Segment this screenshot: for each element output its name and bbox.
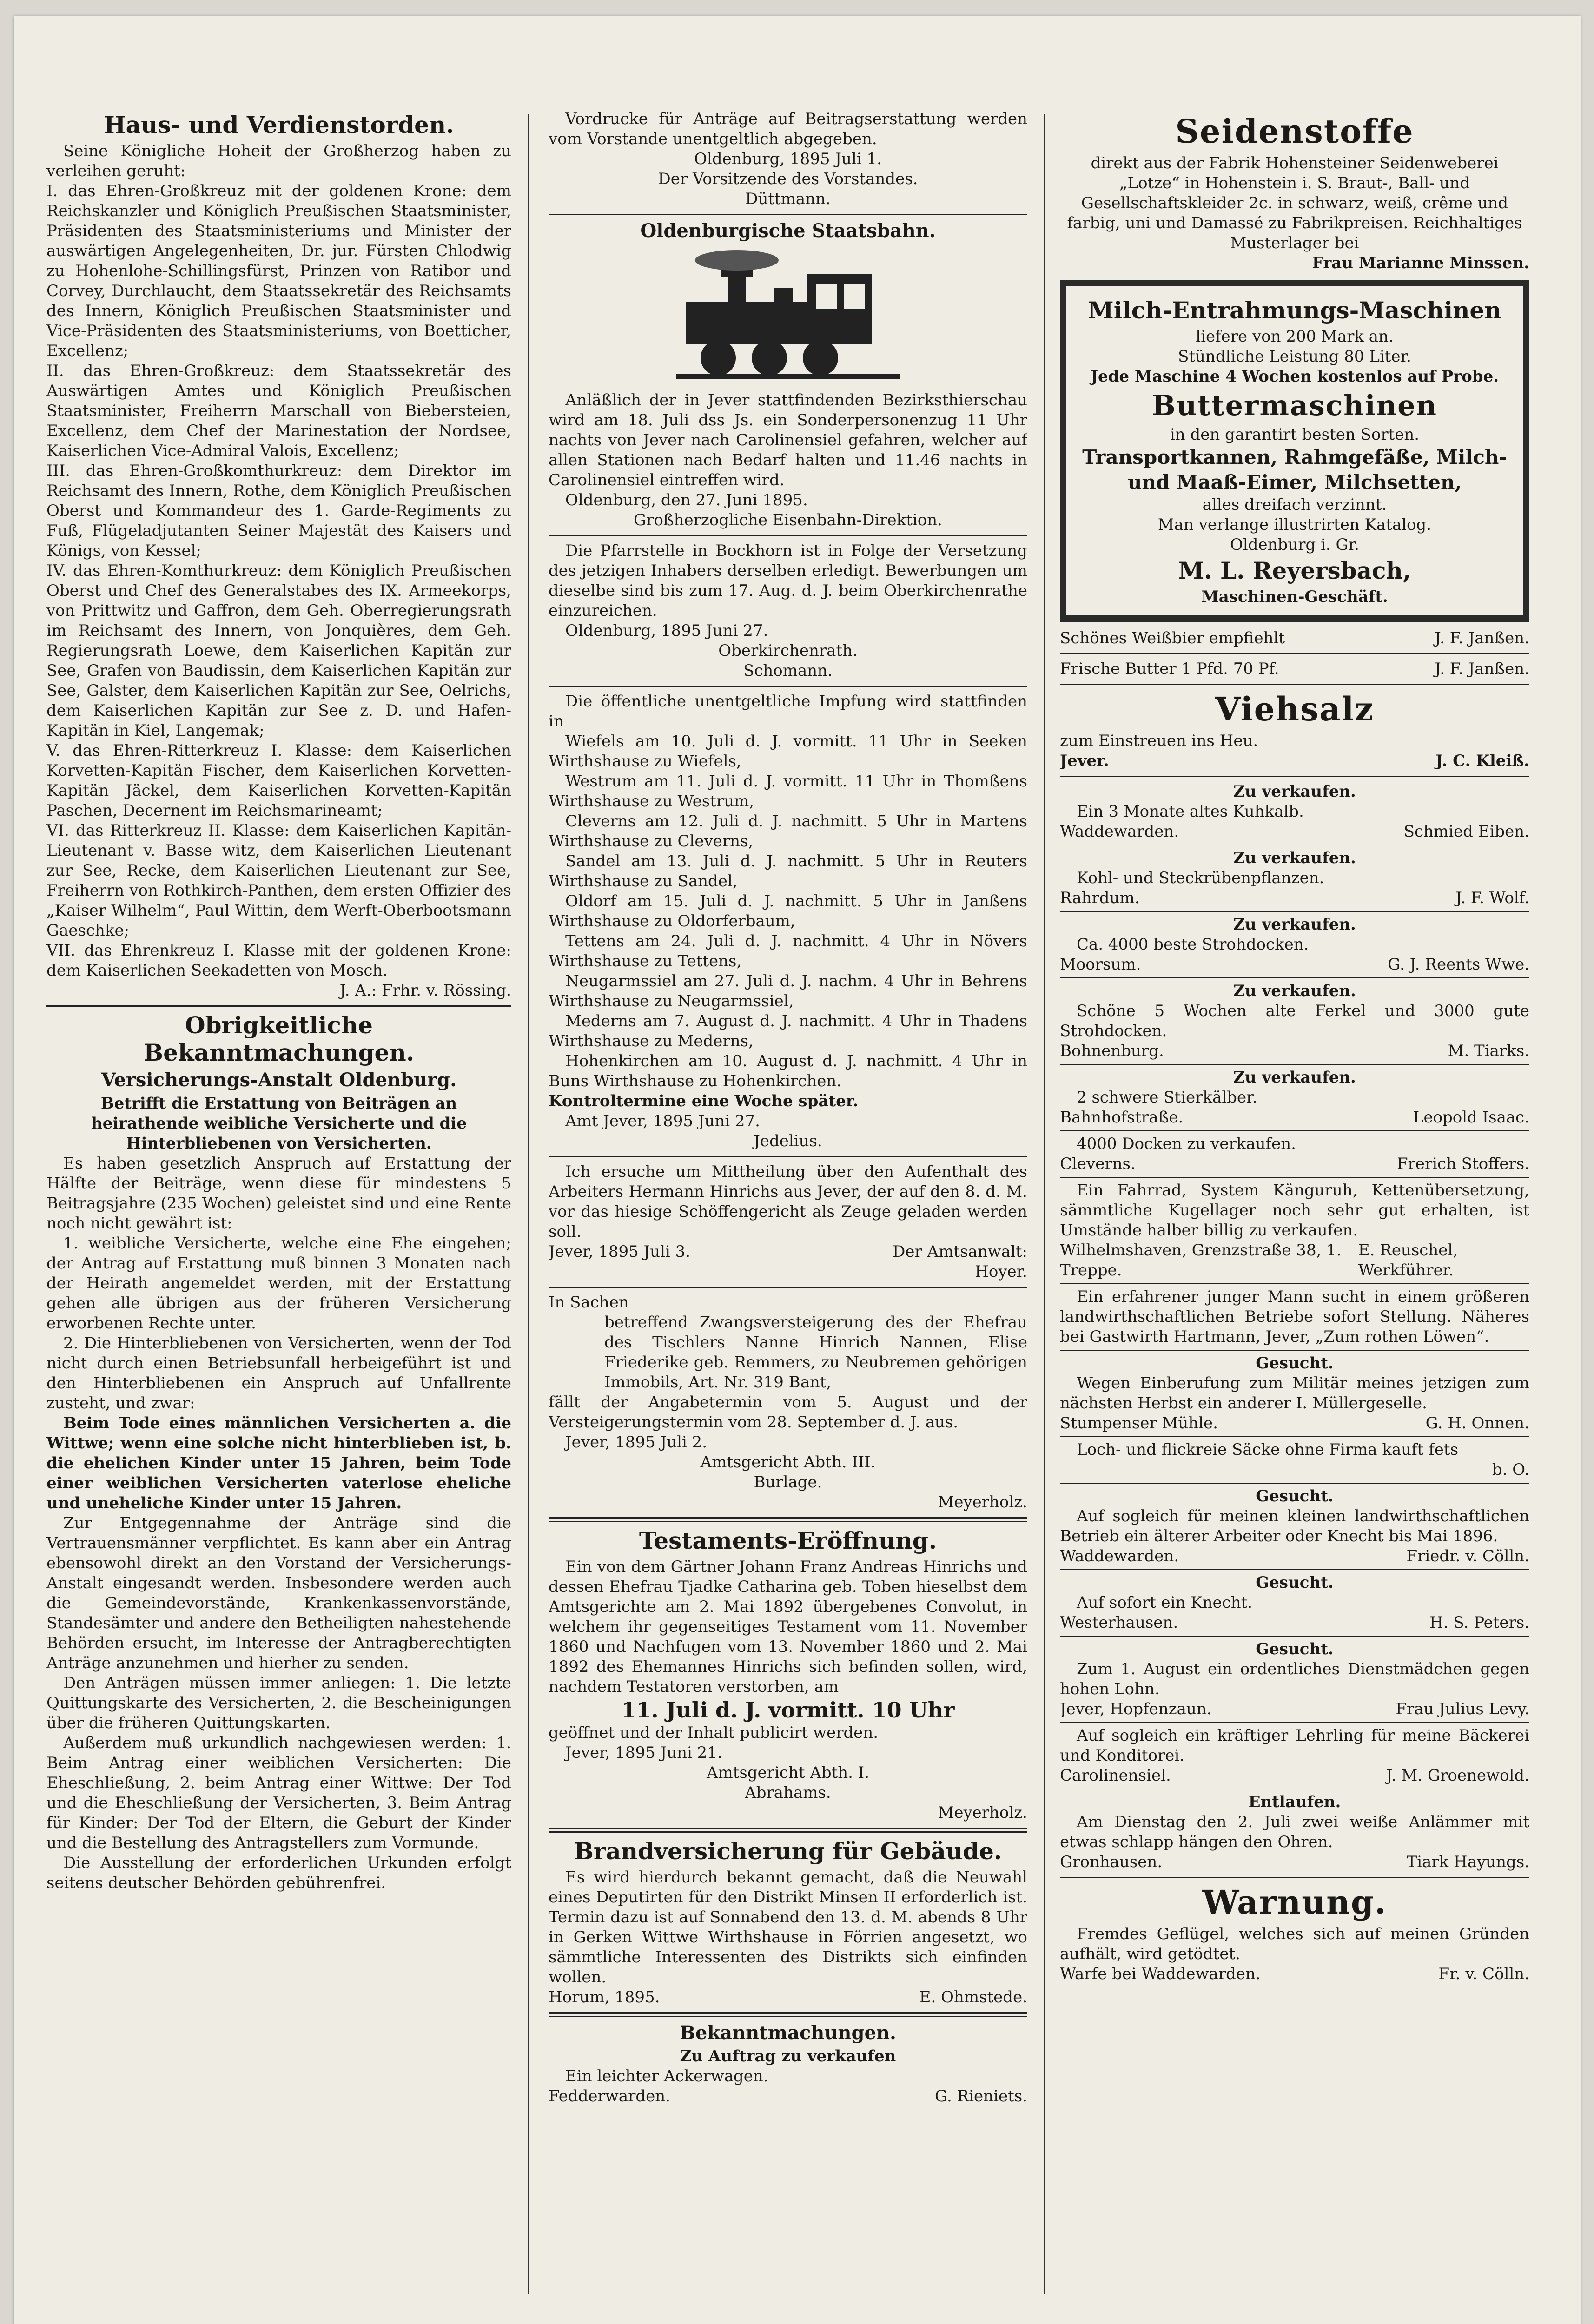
zeuge-date: Jever, 1895 Juli 3.	[549, 1242, 691, 1261]
orden-line: IV. das Ehren-Komthurkreuz: dem Königlich Preußischen Oberst und Chef des Generalstabes des IX. Armeekorps, von Prittwitz und Gaffron, dem Geh. Oberregierungsrath im Reichsamt des Innern, von Jonquières, dem Geh. Regierungsrath Loewe, dem Kaiserlichen Kapitän zur See, Grafen von Baudissin, dem Kaiserlichen Kapitän zur See, Galster, dem Kaiserlichen Kapitän zur See, Oelrichs, dem Kaiserlichen Kapitän zur See z. D. und Hafen-Kapitän in Kiel, Langemak;	[46, 561, 511, 740]
divider	[1060, 1177, 1529, 1178]
weiss-row	[1060, 628, 1529, 648]
divider	[1060, 1636, 1529, 1637]
warn-sig: Fr. v. Cölln.	[1438, 1965, 1529, 1983]
impf-sig: Jedelius.	[754, 1132, 822, 1150]
divider	[549, 686, 1027, 687]
ad-head: Zu verkaufen.	[1233, 849, 1356, 867]
brand-date: Horum, 1895.	[549, 1988, 660, 2007]
ad-head: Zu verkaufen.	[1233, 982, 1356, 1000]
orden-line: II. das Ehren-Großkreuz: dem Staatssekretär des Auswärtigen Amtes und Königlich Preußischen Staatsminister, Freiherrn Marschall von Biebersteien, Excellenz, dem Chef der Marinestation der Nordsee, Kaiserlichen Vice-Admiral Valois, Excellenz;	[46, 362, 511, 460]
impf-line: Oldorf am 15. Juli d. J. nachmitt. 5 Uhr in Janßens Wirthshause zu Oldorferbaum,	[549, 892, 1027, 931]
divider	[1060, 653, 1529, 654]
obrig-title: Obrigkeitliche Bekanntmachungen.	[143, 1011, 415, 1066]
ad-sig: Friedr. v. Cölln.	[1406, 1547, 1529, 1565]
ad-head: Zu verkaufen.	[1233, 1068, 1356, 1087]
divider	[549, 1287, 1027, 1288]
vers-line: Beim Tode eines männlichen Versicherten a. die Wittwe; wenn eine solche nicht hinterblieben ist, b. die ehelichen Kinder unter 15 Jahren, beim Tode einer weiblichen Versicherten vaterlose eheliche und uneheliche Kinder unter 15 Jahren.	[46, 1414, 511, 1512]
reyers-sub: Maschinen-Geschäft.	[1201, 588, 1388, 606]
divider	[1060, 684, 1529, 685]
ad-signature-row	[1060, 1154, 1529, 1174]
sachen-sig: Amtsgericht Abth. III.	[700, 1453, 876, 1472]
ad-sig: J. M. Groenewold.	[1386, 1766, 1529, 1785]
ad-text: Ein erfahrener junger Mann sucht in einem größeren landwirthschaftlichen Betriebe sofort Stellung. Näheres bei Gastwirth Hartmann, Jever, „Zum rothen Löwen“.	[1060, 1287, 1529, 1346]
ad-signature-row	[1060, 1699, 1529, 1719]
warn-place: Warfe bei Waddewarden.	[1060, 1965, 1261, 1983]
bek-signature-row	[549, 2086, 1027, 2106]
butterp-sig: J. F. Janßen.	[1435, 660, 1529, 678]
classified-ad	[1060, 1130, 1529, 1174]
impf-date: Amt Jever, 1895 Juni 27.	[565, 1112, 760, 1130]
zeuge-name: Hoyer.	[975, 1262, 1027, 1281]
butter-line: Transportkannen, Rahmgefäße, Milch- und Maaß-Eimer, Milchsetten,	[1082, 446, 1507, 494]
seide-text: direkt aus der Fabrik Hohensteiner Seidenweberei „Lotze“ in Hohenstein i. S. Braut-, Ball- und Gesellschaftskleider 2c. in schwarz, weiß, crême und farbig, uni und Damassé zu Fabrikpreisen. Reichhaltiges Musterlager bei	[1067, 154, 1522, 252]
bek-text: Ein leichter Ackerwagen.	[565, 2067, 768, 2086]
classified-ad	[1060, 1283, 1529, 1347]
pfarr-date: Oldenburg, 1895 Juni 27.	[565, 621, 768, 640]
ad-signature-row	[1060, 1413, 1529, 1433]
butter-line: in den garantirt besten Sorten.	[1170, 425, 1420, 444]
column-rule	[1044, 114, 1045, 2294]
weiss-text: Schönes Weißbier empfiehlt	[1060, 629, 1285, 647]
ad-text: Am Dienstag den 2. Juli zwei weiße Anlämmer mit etwas schlapp hängen den Ohren.	[1060, 1813, 1529, 1851]
orden-line: VI. das Ritterkreuz II. Klasse: dem Kaiserlichen Kapitän-Lieutenant v. Basse witz, dem Kaiserlichen Lieutenant zur See, Recke, dem Kaiserlichen Lieutenant zur See, Freiherrn von Rothkirch-Panthen, dem ersten Offizier des „Kaiser Wilhelm“, Paul Wittin, dem Werft-Oberbootsmann Gaeschke;	[46, 821, 511, 940]
column-rule	[528, 114, 529, 2294]
ad-text: Kohl- und Steckrübenpflanzen.	[1077, 869, 1324, 887]
ad-text: Wegen Einberufung zum Militär meines jetzigen zum nächsten Herbst ein anderer I. Müllergeselle.	[1060, 1374, 1529, 1413]
ad-sig: Frau Julius Levy.	[1396, 1700, 1529, 1718]
warn-title: Warnung.	[1202, 1883, 1387, 1921]
test-clerk: Meyerholz.	[938, 1803, 1027, 1822]
divider	[46, 1005, 511, 1007]
ad-place: Bohnenburg.	[1060, 1042, 1164, 1060]
impf-line: Westrum am 11. Juli d. J. vormitt. 11 Uhr in Thomßens Wirthshause zu Westrum,	[549, 772, 1027, 811]
divider	[1060, 977, 1529, 978]
ad-place: Rahrdum.	[1060, 889, 1140, 907]
test-text2: geöffnet und der Inhalt publicirt werden.	[549, 1723, 879, 1742]
vers-line: 1. weibliche Versicherte, welche eine Ehe eingehen; der Antrag auf Erstattung muß binnen 3 Monaten nach der Heirath angemeldet werden, mit der Erstattung gehen alle übrigen aus der früheren Versicherung erworbenen Rechte unter.	[46, 1234, 511, 1333]
divider	[549, 1156, 1027, 1157]
butter-line: alles dreifach verzinnt.	[1202, 495, 1387, 514]
impf-line: Kontroltermine eine Woche später.	[549, 1092, 859, 1110]
impf-line: Cleverns am 12. Juli d. J. nachmitt. 5 Uhr in Martens Wirthshause zu Cleverns,	[549, 812, 1027, 851]
ad-text: Ca. 4000 beste Strohdocken.	[1077, 935, 1309, 954]
ad-head: Zu verkaufen.	[1233, 782, 1356, 801]
ad-text: Ein Fahrrad, System Känguruh, Kettenübersetzung, sämmtliche Kugellager noch sehr gut erhalten, ist Umstände halber billig zu verkaufen.	[1060, 1181, 1529, 1240]
ad-place: Waddewarden.	[1060, 822, 1179, 841]
impf-line: Sandel am 13. Juli d. J. nachmitt. 5 Uhr in Reuters Wirthshause zu Sandel,	[549, 852, 1027, 891]
ad-text: 4000 Docken zu verkaufen.	[1077, 1135, 1296, 1153]
impf-line: Tettens am 24. Juli d. J. nachmitt. 4 Uhr in Növers Wirthshause zu Tettens,	[549, 932, 1027, 971]
milch-line: Jede Maschine 4 Wochen kostenlos auf Probe.	[1090, 367, 1499, 386]
ad-signature-row	[1060, 1041, 1529, 1061]
zeuge-text: Ich ersuche um Mittheilung über den Aufenthalt des Arbeiters Hermann Hinrichs aus Jever, der auf den 8. d. M. vor das hiesige Schöffengericht als Zeuge geladen werden soll.	[549, 1162, 1027, 1241]
pfarr-sig: Oberkirchenrath.	[718, 641, 858, 660]
divider	[1060, 911, 1529, 912]
vers-line: Zur Entgegennahme der Anträge sind die Vertrauensmänner verpflichtet. Es kann aber ein Antrag ebensowohl direkt an den Vorstand der Versicherungs-Anstalt eingesandt werden. Insbesondere werden auch die Gemeindevorstände, Krankenkassenvorstände, Standesämter und andere den Betheiligten nahestehende Behörden ersucht, im Interesse der Antragberechtigten Anträge anzunehmen und hierher zu senden.	[46, 1514, 511, 1672]
bek-subtitle: Zu Auftrag zu verkaufen	[680, 2047, 896, 2066]
butter-line: Man verlange illustrirten Katalog.	[1157, 515, 1432, 534]
ad-sig: E. Reuschel, Werkführer.	[1358, 1241, 1458, 1280]
classified-ad	[1060, 782, 1529, 842]
ad-sig: G. H. Onnen.	[1425, 1414, 1529, 1433]
bahn-text: Anläßlich der in Jever stattfindenden Bezirksthierschau wird am 18. Juli dss Js. ein Sonderpersonenzug 11 Uhr nachts von Jever nach Carolinensiel gefahren, welcher auf allen Stationen nach Bedarf halten und 11.46 nachts in Carolinensiel eintreffen wird.	[549, 391, 1027, 489]
ad-text: Auf sogleich für meinen kleinen landwirthschaftlichen Betrieb ein älterer Arbeiter oder Knecht bis Mai 1896.	[1060, 1507, 1529, 1545]
divider	[1060, 1877, 1529, 1878]
divider	[1060, 1350, 1529, 1351]
butterp-text: Frische Butter 1 Pfd. 70 Pf.	[1060, 660, 1279, 678]
divider	[1060, 1283, 1529, 1284]
pfarr-text: Die Pfarrstelle in Bockhorn ist in Folge der Versetzung des jetzigen Inhabers derselben erledigt. Bewerbungen um dieselbe sind bis zum 17. Aug. d. J. beim Oberkirchenrathe einzureichen.	[549, 541, 1027, 620]
classified-ads	[1060, 782, 1529, 1872]
sachen-clerk: Meyerholz.	[938, 1493, 1027, 1512]
ad-sig: Schmied Eiben.	[1403, 822, 1529, 841]
ad-signature-row	[1060, 1546, 1529, 1566]
ad-text: Auf sogleich ein kräftiger Lehrling für meine Bäckerei und Konditorei.	[1060, 1726, 1529, 1765]
newspaper-page	[14, 16, 1581, 2324]
ad-sig: Leopold Isaac.	[1413, 1108, 1529, 1127]
orden-line: III. das Ehren-Großkomthurkreuz: dem Direktor im Reichsamt des Innern, Rothe, dem Königlich Preußischen Oberst und Kommandeur des 1. Garde-Regiments zu Fuß, Flügeladjutanten Seiner Majestät des Kaisers und Königs, von Kessel;	[46, 462, 511, 560]
ad-text: Zum 1. August ein ordentliches Dienstmädchen gegen hohen Lohn.	[1060, 1660, 1529, 1698]
butterp-row	[1060, 659, 1529, 679]
reyersbach-ad	[1060, 280, 1529, 622]
impf-intro: Die öffentliche unentgeltliche Impfung wird stattfinden in	[549, 692, 1027, 731]
classified-ad	[1060, 845, 1529, 908]
ad-signature-row	[1060, 1766, 1529, 1786]
ad-signature-row	[1060, 955, 1529, 975]
divider	[1060, 1722, 1529, 1723]
classified-ad	[1060, 1483, 1529, 1566]
weiss-sig: J. F. Janßen.	[1435, 629, 1529, 647]
ad-place: Bahnhofstraße.	[1060, 1108, 1184, 1127]
vordrucke-name: Düttmann.	[745, 190, 831, 208]
ad-head: Gesucht.	[1256, 1354, 1334, 1373]
divider	[1060, 776, 1529, 777]
divider	[549, 214, 1027, 215]
vers-line: Die Ausstellung der erforderlichen Urkunden erfolgt seitens deutscher Behörden gebührenfrei.	[46, 1854, 511, 1892]
ad-place: Waddewarden.	[1060, 1547, 1179, 1565]
classified-ad	[1060, 1177, 1529, 1281]
impf-line: Neugarmssiel am 27. Juli d. J. nachm. 4 Uhr in Behrens Wirthshause zu Neugarmssiel,	[549, 972, 1027, 1010]
vordrucke-date: Oldenburg, 1895 Juli 1.	[694, 150, 882, 168]
bahn-sig: Großherzogliche Eisenbahn-Direktion.	[634, 511, 942, 529]
seide-sig: Frau Marianne Minssen.	[1312, 254, 1529, 272]
vieh-title: Viehsalz	[1215, 690, 1375, 728]
ad-head: Gesucht.	[1256, 1640, 1334, 1658]
vieh-text: zum Einstreuen ins Heu.	[1060, 732, 1258, 750]
divider	[1060, 1436, 1529, 1437]
ad-sig: J. F. Wolf.	[1455, 889, 1529, 907]
bek-title: Bekanntmachungen.	[680, 2022, 896, 2044]
seide-title: Seidenstoffe	[1175, 112, 1414, 151]
ad-sig: b. O.	[1492, 1460, 1529, 1479]
ad-place: Westerhausen.	[1060, 1613, 1178, 1632]
vers-line: Es haben gesetzlich Anspruch auf Erstattung der Hälfte der Beiträge, wenn diese für mindestens 5 Beitragsjahre (235 Wochen) geleistet sind und eine Rente noch nicht gewährt ist:	[46, 1154, 511, 1233]
orden-signature: J. A.: Frhr. v. Rössing.	[339, 981, 511, 1000]
divider	[549, 1828, 1027, 1833]
divider	[549, 1517, 1027, 1522]
ad-sig: Tiark Hayungs.	[1406, 1853, 1529, 1871]
ad-head: Zu verkaufen.	[1233, 915, 1356, 934]
locomotive-icon	[667, 246, 909, 386]
ad-place: Cleverns.	[1060, 1155, 1136, 1173]
test-date: Jever, 1895 Juni 21.	[565, 1743, 722, 1762]
vers-title: Versicherungs-Anstalt Oldenburg.	[101, 1069, 456, 1091]
vieh-row	[1060, 751, 1529, 771]
classified-ad	[1060, 1569, 1529, 1633]
brand-title: Brandversicherung für Gebäude.	[574, 1837, 1002, 1865]
bahn-date: Oldenburg, den 27. Juni 1895.	[565, 491, 808, 509]
divider	[549, 2012, 1027, 2017]
divider	[1060, 1130, 1529, 1131]
butter-line: Oldenburg i. Gr.	[1230, 535, 1359, 554]
ad-place: Gronhausen.	[1060, 1853, 1163, 1871]
brand-signature-row	[549, 1987, 1027, 2007]
divider	[1060, 1483, 1529, 1484]
test-name: Abrahams.	[745, 1783, 831, 1802]
classified-ad	[1060, 1722, 1529, 1786]
milch-line: Stündliche Leistung 80 Liter.	[1178, 347, 1411, 366]
ad-signature-row	[1060, 1852, 1529, 1872]
pfarr-name: Schomann.	[743, 661, 833, 680]
impf-line: Mederns am 7. August d. J. nachmitt. 4 Uhr in Thadens Wirthshause zu Mederns,	[549, 1012, 1027, 1050]
ad-sig: M. Tiarks.	[1448, 1042, 1529, 1060]
test-text: Ein von dem Gärtner Johann Franz Andreas Hinrichs und dessen Ehefrau Tjadke Catharina geb. Toben hieselbst dem Amtsgerichte am 2. Mai 1892 übergebenes Convolut, in welchem ihr gegenseitiges Testament vom 11. November 1860 und Nachfugen vom 13. November 1860 und 2. Mai 1892 des Ehemannes Hinrichs sich befinden sollen, wird, nachdem Testatoren verstorben, am	[549, 1558, 1027, 1696]
brand-sig: E. Ohmstede.	[919, 1988, 1027, 2007]
impf-line: Hohenkirchen am 10. August d. J. nachmitt. 4 Uhr in Buns Wirthshause zu Hohenkirchen.	[549, 1052, 1027, 1090]
vers-line: 2. Die Hinterbliebenen von Versicherten, wenn der Tod nicht durch einen Betriebsunfall herbeigeführt ist und den Hinterbliebenen ein Anspruch auf Unfallrente zusteht, und zwar:	[46, 1334, 511, 1413]
sachen-text2: fällt der Angabetermin vom 5. August und der Versteigerungstermin vom 28. September d. J. aus.	[549, 1393, 1027, 1432]
ad-place: Wilhelmshaven, Grenzstraße 38, 1. Treppe.	[1060, 1241, 1342, 1280]
bek-sig: G. Rieniets.	[935, 2087, 1027, 2106]
classified-ad	[1060, 1636, 1529, 1719]
vordrucke-sig: Der Vorsitzende des Vorstandes.	[658, 170, 918, 188]
butter-title: Buttermaschinen	[1151, 390, 1438, 422]
ad-signature-row	[1060, 1241, 1529, 1281]
divider	[549, 535, 1027, 536]
ad-text: 2 schwere Stierkälber.	[1077, 1088, 1257, 1107]
test-sig: Amtsgericht Abth. I.	[706, 1763, 870, 1782]
vers-line: Außerdem muß urkundlich nachgewiesen werden: 1. Beim Antrag einer weiblichen Versicherten: Die Eheschließung, 2. beim Antrag einer Wittwe: Der Tod und die Eheschließung der Versicherten, 3. Beim Antrag für Kinder: Der Tod der Eltern, die Geburt der Kinder und die Bestellung des Antragstellers zum Vormunde.	[46, 1734, 511, 1852]
orden-line: VII. das Ehrenkreuz I. Klasse mit der goldenen Krone: dem Kaiserlichen Seekadetten von Mosch.	[46, 941, 511, 980]
ad-sig: G. J. Reents Wwe.	[1388, 955, 1529, 974]
sachen-date: Jever, 1895 Juli 2.	[565, 1433, 708, 1452]
classified-ad	[1060, 911, 1529, 975]
vieh-sig: J. C. Kleiß.	[1435, 752, 1529, 770]
column-3	[1060, 109, 1529, 2298]
ad-place: Jever, Hopfenzaun.	[1060, 1700, 1212, 1718]
warn-text: Fremdes Geflügel, welches sich auf meinen Gründen aufhält, wird getödtet.	[1060, 1925, 1529, 1963]
test-title: Testaments-Eröffnung.	[639, 1527, 937, 1554]
vieh-place: Jever.	[1060, 752, 1109, 770]
warn-row	[1060, 1964, 1529, 1984]
classified-ad	[1060, 977, 1529, 1061]
classified-ad	[1060, 1789, 1529, 1872]
brand-text: Es wird hierdurch bekannt gemacht, daß die Neuwahl eines Deputirten für den Distrikt Minsen II erforderlich ist. Termin dazu ist auf Sonnabend den 13. d. M. abends 8 Uhr in Gerken Wittwe Wirthshause in Förrien angesetzt, wo sämmtliche Interessenten des Distrikts sich einfinden wollen.	[549, 1868, 1027, 1987]
divider	[1060, 1569, 1529, 1570]
ad-signature-row	[1060, 888, 1529, 908]
ad-place: Moorsum.	[1060, 955, 1141, 974]
ad-sig: Frerich Stoffers.	[1396, 1155, 1529, 1173]
ad-text: Auf sofort ein Knecht.	[1077, 1593, 1253, 1612]
bahn-title: Oldenburgische Staatsbahn.	[640, 220, 936, 242]
ad-place: Stumpenser Mühle.	[1060, 1414, 1218, 1433]
ad-signature-row	[1060, 1460, 1529, 1480]
ad-text: Loch- und flickreie Säcke ohne Firma kauft fets	[1077, 1440, 1459, 1459]
ad-head: Gesucht.	[1256, 1487, 1334, 1505]
classified-ad	[1060, 1064, 1529, 1128]
ad-head: Gesucht.	[1256, 1573, 1334, 1592]
classified-ad	[1060, 1436, 1529, 1480]
column-1	[46, 109, 511, 2298]
ad-signature-row	[1060, 1613, 1529, 1633]
ad-signature-row	[1060, 822, 1529, 842]
orden-line: V. das Ehren-Ritterkreuz I. Klasse: dem Kaiserlichen Korvetten-Kapitän Fischer, dem Kaiserlichen Korvetten-Kapitän Jäckel, dem Kaiserlichen Korvetten-Kapitän Paschen, Decernent im Reichsmarineamt;	[46, 741, 511, 820]
classified-ad	[1060, 1350, 1529, 1433]
vers-subtitle: Betrifft die Erstattung von Beiträgen an heirathende weibliche Versicherte und die Hinterbliebenen von Versicherten.	[91, 1094, 467, 1153]
reyers-name: M. L. Reyersbach,	[1178, 557, 1411, 584]
milch-title: Milch-Entrahmungs-Maschinen	[1088, 297, 1501, 324]
sachen-head: In Sachen	[549, 1293, 629, 1312]
orden-title: Haus- und Verdienstorden.	[104, 111, 454, 139]
ad-place: Carolinensiel.	[1060, 1766, 1171, 1785]
vordrucke-text: Vordrucke für Anträge auf Beitragserstattung werden vom Vorstande unentgeltlich abgegeben.	[549, 110, 1027, 148]
ad-sig: H. S. Peters.	[1429, 1613, 1529, 1632]
bek-place: Fedderwarden.	[549, 2087, 670, 2106]
milch-line: liefere von 200 Mark an.	[1196, 327, 1394, 346]
divider	[1060, 1064, 1529, 1065]
impf-line: Wiefels am 10. Juli d. J. vormitt. 11 Uhr in Seeken Wirthshause zu Wiefels,	[549, 732, 1027, 771]
orden-line: I. das Ehren-Großkreuz mit der goldenen Krone: dem Reichskanzler und Königlich Preußischen Staatsminister, Präsidenten des Staatsministeriums und Minister der auswärtigen Angelegenheiten, Dr. jur. Fürsten Chlodwig zu Hohenlohe-Schillingsfürst, Prinzen von Ratibor und Corvey, Durchlaucht, dem Staatssekretär des Reichsamts des Innern, Königlich Preußischen Staatsminister und Vice-Präsidenten des Staatsministeriums, von Boetticher, Excellenz;	[46, 182, 511, 360]
zeuge-signature-row	[549, 1242, 1027, 1262]
ad-text: Schöne 5 Wochen alte Ferkel und 3000 gute Strohdocken.	[1060, 1002, 1529, 1040]
ad-text: Ein 3 Monate altes Kuhkalb.	[1077, 802, 1304, 821]
zeuge-sig: Der Amtsanwalt:	[893, 1242, 1027, 1261]
vers-line: Den Anträgen müssen immer anliegen: 1. Die letzte Quittungskarte des Versicherten, 2. die Bescheinigungen über die früheren Quittungskarten.	[46, 1674, 511, 1732]
sachen-text: betreffend Zwangsversteigerung des der Ehefrau des Tischlers Nanne Hinrich Nannen, Elise Friederike geb. Remmers, zu Neubremen gehörigen Immobils, Art. Nr. 319 Bant,	[604, 1313, 1027, 1392]
ad-signature-row	[1060, 1108, 1529, 1128]
test-date-big: 11. Juli d. J. vormitt. 10 Uhr	[621, 1697, 955, 1723]
sachen-name: Burlage.	[754, 1473, 822, 1492]
orden-line: Seine Königliche Hoheit der Großherzog haben zu verleihen geruht:	[46, 142, 511, 180]
ad-head: Entlaufen.	[1248, 1793, 1341, 1811]
column-2	[549, 109, 1027, 2298]
